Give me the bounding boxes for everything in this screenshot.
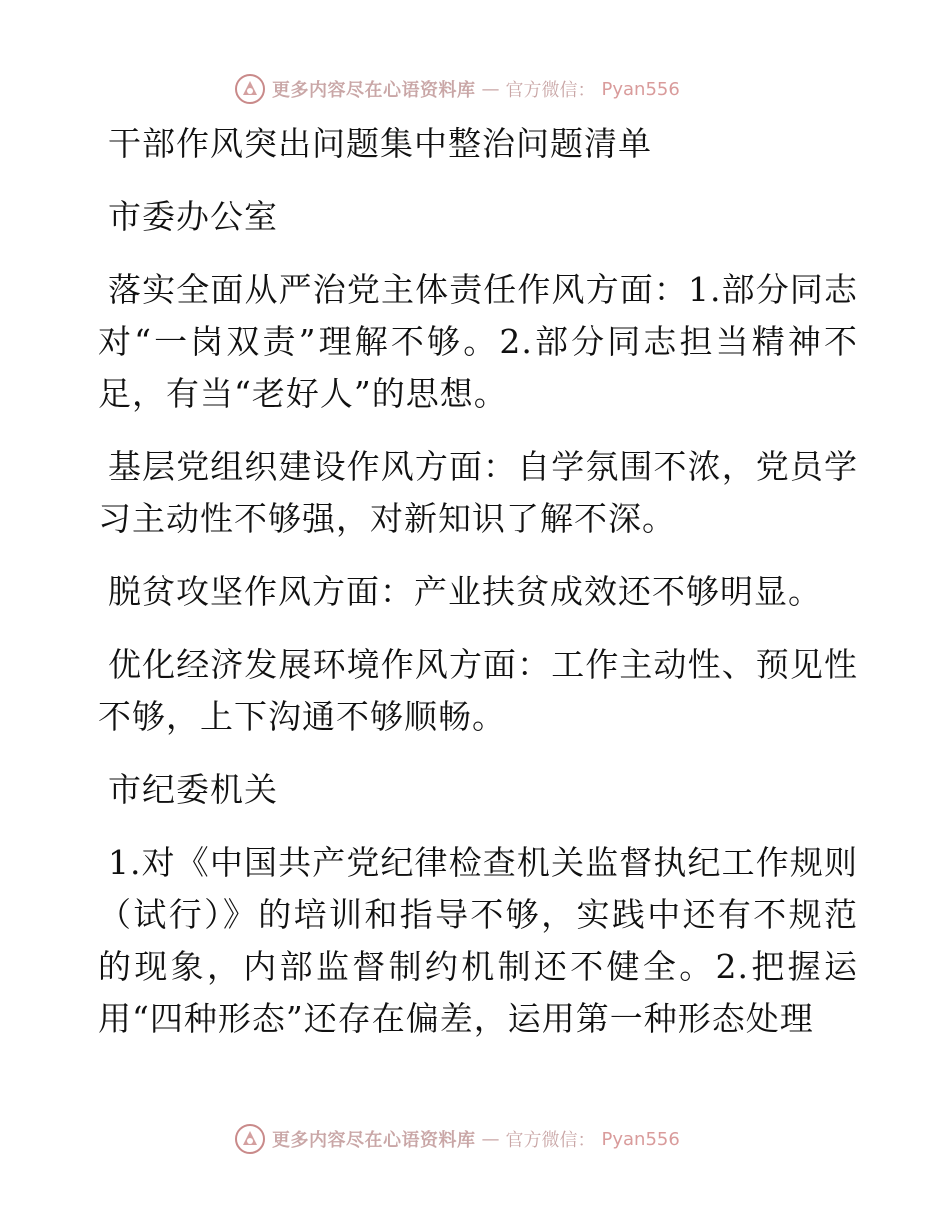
section-heading: 市纪委机关 — [108, 770, 278, 809]
paragraph: 落实全面从严治党主体责任作风方面：1.部分同志对“一岗双责”理解不够。2.部分同志担当精神不足，有当“老好人”的思想。 — [98, 270, 858, 413]
section-heading: 市委办公室 — [108, 197, 278, 236]
banner-dash: — — [481, 78, 500, 100]
header-watermark-banner — [234, 72, 680, 106]
banner-dash: — — [481, 1128, 500, 1150]
footer-watermark-banner — [234, 1122, 680, 1156]
banner-wechat-id: Pyan556 — [601, 1128, 680, 1150]
banner-text: 更多内容尽在心语资料库 — [272, 80, 476, 101]
banner-wechat-id: Pyan556 — [601, 78, 680, 100]
banner-label: 官方微信： — [505, 1130, 596, 1151]
paragraph: 基层党组织建设作风方面：自学氛围不浓，党员学习主动性不够强，对新知识了解不深。 — [98, 447, 858, 538]
brand-logo-icon — [234, 73, 266, 105]
brand-logo-icon — [234, 1123, 266, 1155]
paragraph: 脱贫攻坚作风方面：产业扶贫成效还不够明显。 — [108, 572, 822, 611]
paragraph: 1.对《中国共产党纪律检查机关监督执纪工作规则（试行）》的培训和指导不够，实践中还有不规范的现象，内部监督制约机制还不健全。2.把握运用“四种形态”还存在偏差，运用第一种形态处理 — [98, 843, 858, 1038]
document-title: 干部作风突出问题集中整治问题清单 — [108, 124, 652, 163]
banner-text: 更多内容尽在心语资料库 — [272, 1130, 476, 1151]
paragraph: 优化经济发展环境作风方面：工作主动性、预见性不够，上下沟通不够顺畅。 — [98, 645, 858, 736]
banner-label: 官方微信： — [505, 80, 596, 101]
document-body — [98, 118, 858, 1066]
